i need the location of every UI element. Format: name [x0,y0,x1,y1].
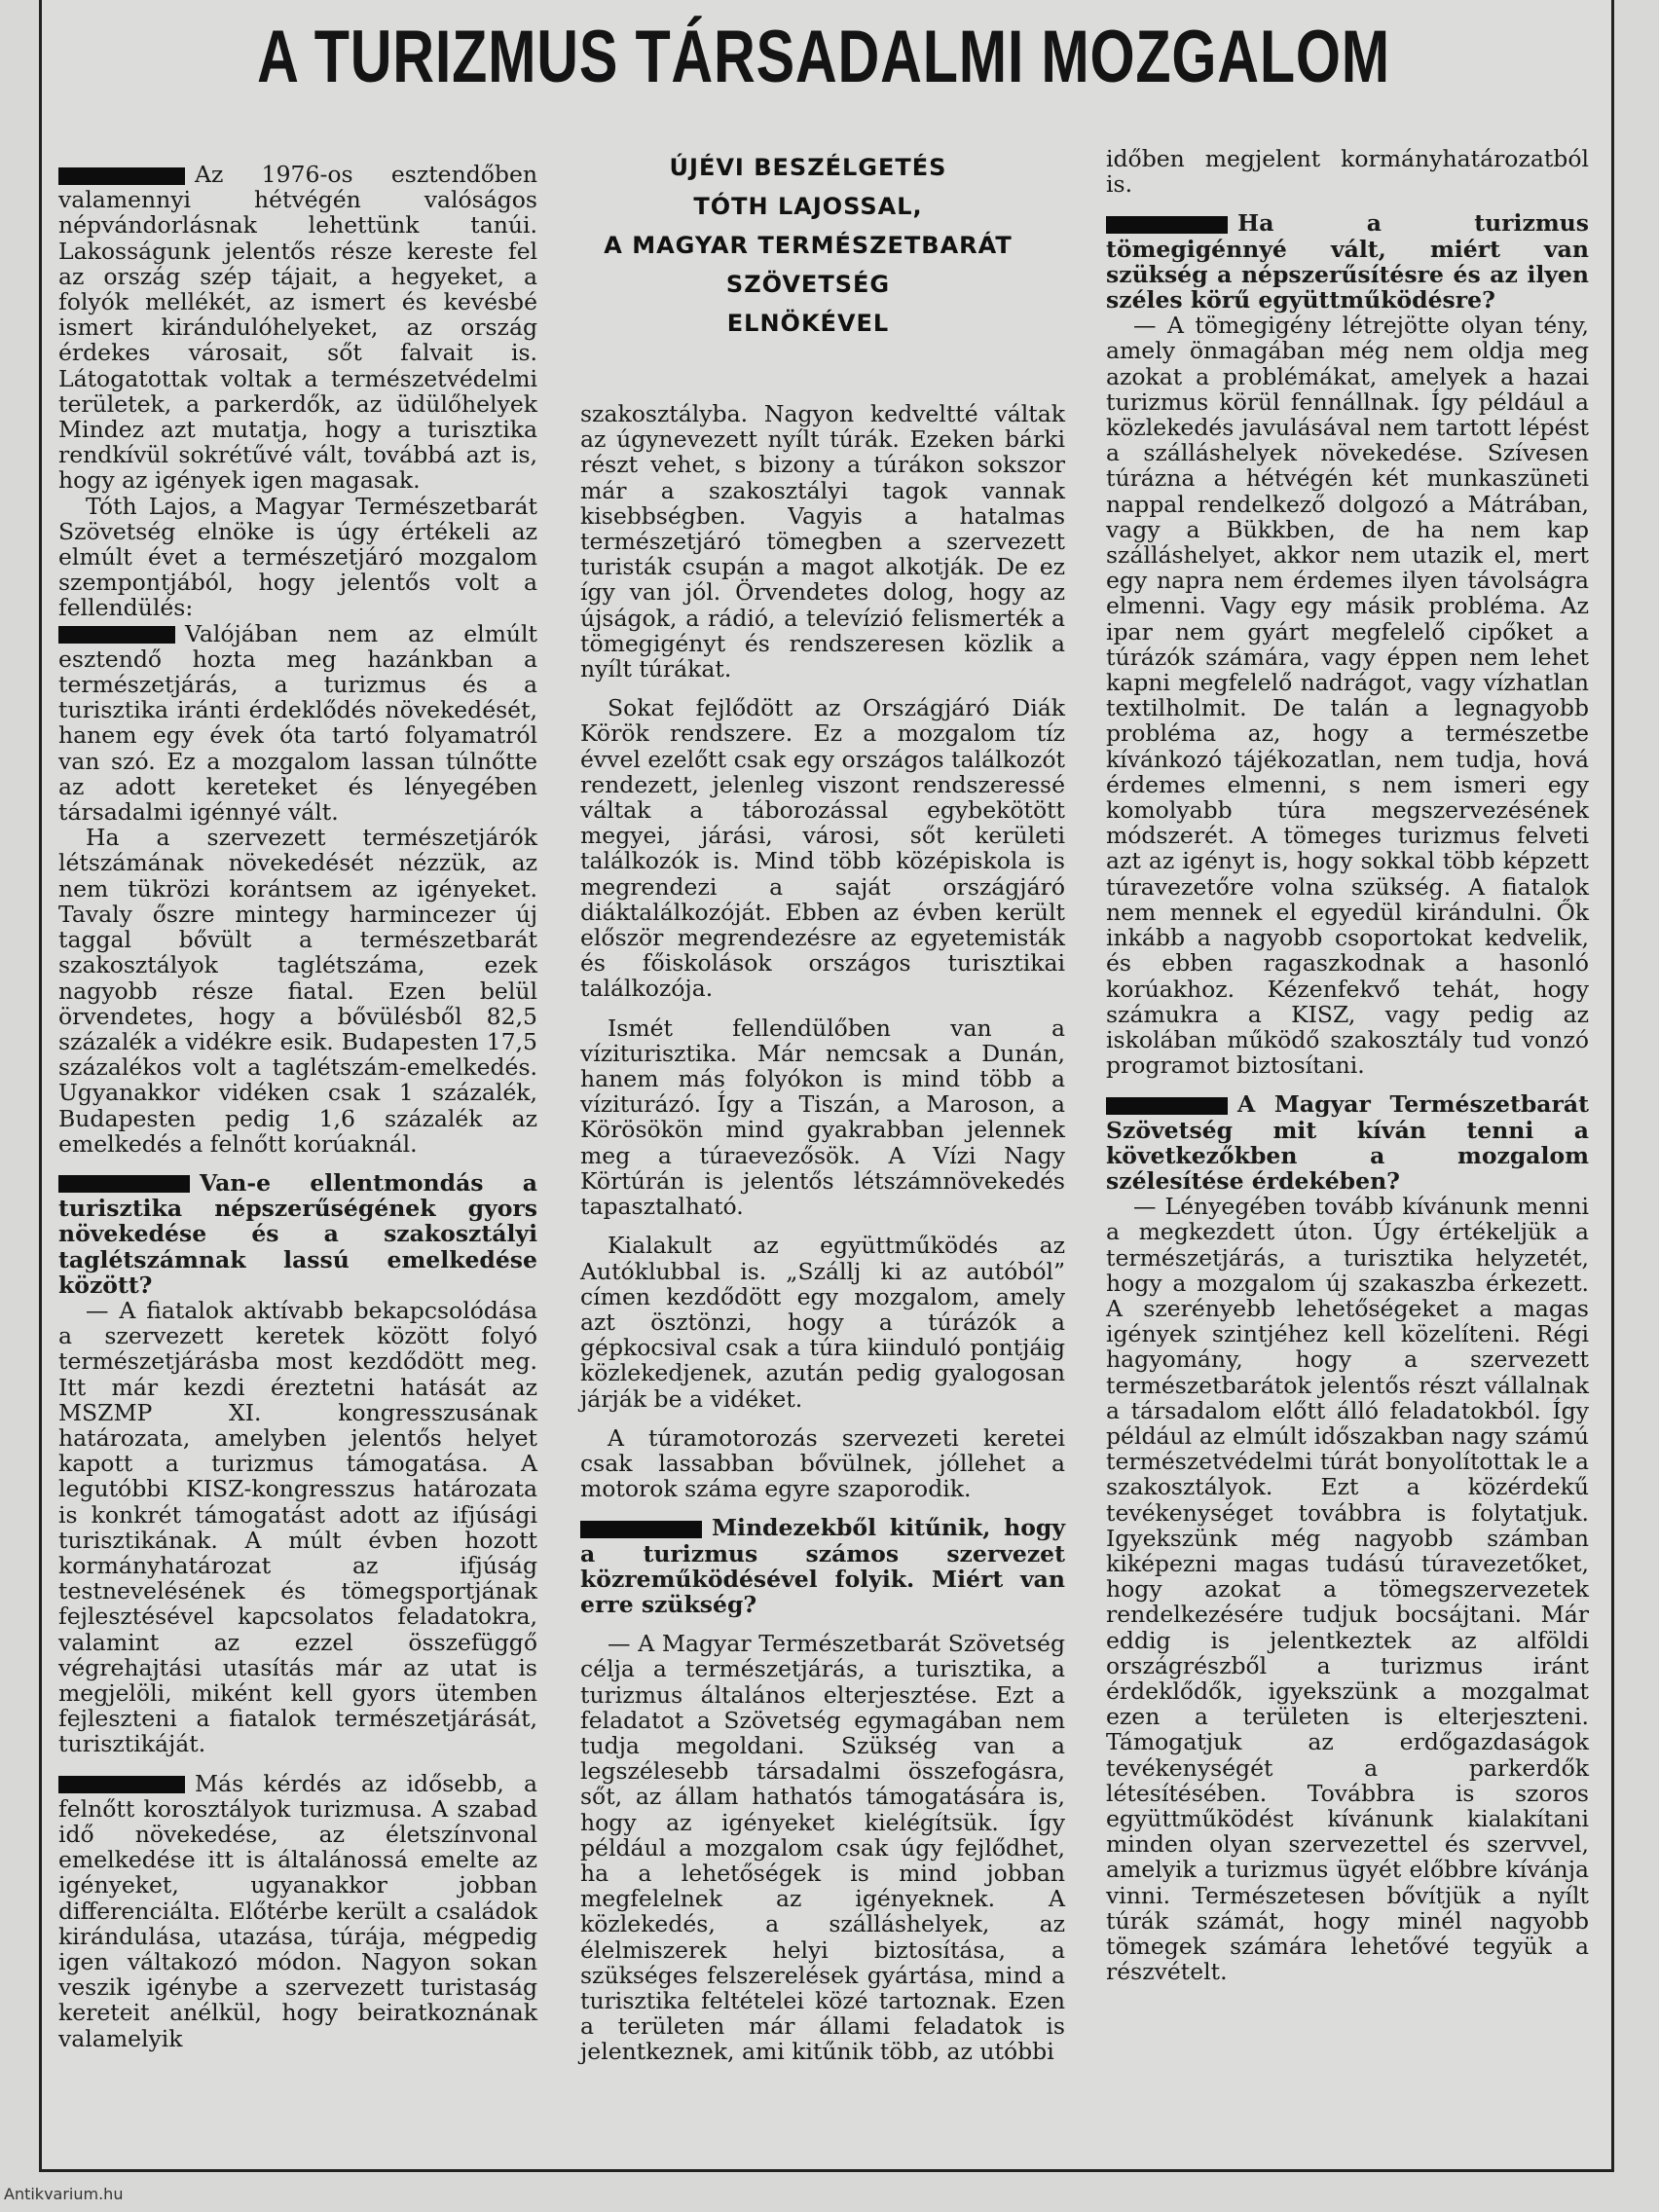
section-marker [58,167,185,185]
headline: A TURIZMUS TÁRSADALMI MOZGALOM [257,16,1390,98]
paragraph: Kialakult az együttműködés az Autóklubbal is. „Szállj ki az autóból” címen kezdődött egy mozgalom, amely azt ösztönzi, hogy a túrázók a gépkocsival csak a túra kiinduló pontjáig közlekedjenek, azután pedig gyalogosan járják be a vidéket. [580,1232,1065,1413]
paragraph: időben megjelent kormányhatározatból is. [1106,145,1589,199]
question [580,1515,1065,1617]
subtitle-line: A MAGYAR TERMÉSZETBARÁT [604,232,1013,259]
section-marker [580,1521,702,1538]
paragraph: — A fiatalok aktívabb bekapcsolódása a szervezett keretek között folyó természetjárásba most kezdődött meg. Itt már kezdi éreztetni hatását az MSZMP XI. kongresszusának határozata, amelyben jelentős helyet kapott a turizmus támogatása. A legutóbbi KISZ-kongresszus határozata is konkrét támogatást adott az ifjúsági turisztikának. A múlt évben hozott kormányhatározat az ifjúság testnevelésének és tömegsportjának fejlesztésével kapcsolatos feladatokra, valamint az ezzel összefüggő végrehajtási utasítás már az utat is megjelöli, miként kell gyors ütemben fejleszteni a fiatalok természetjárását, turisztikáját. [58,1296,537,1758]
paragraph-text: Az 1976-os esztendőben valamennyi hétvégén valóságos népvándorlásnak lehettünk tanúi. Lakosságunk jelentős része kereste fel az ország szép tájait, a hegyeket, a folyók mellékét, az ismert és kevésbé ismert kirándulóhelyeket, az ország érdekes városait, sőt falvait is. Látogatottak voltak a természetvédelmi területek, a parkerdők, az üdülőhelyek Mindez azt mutatja, hogy a turisztika rendkívül sokrétűvé vált, továbbá azt is, hogy az igények igen magasak. [58,161,537,495]
subtitle-line: SZÖVETSÉG [725,271,891,298]
column-1 [58,162,537,2051]
paragraph: A túramotorozás szervezeti keretei csak lassabban bővülnek, jóllehet a motorok száma egyre szaporodik. [580,1423,1065,1503]
section-marker [1106,1097,1228,1115]
paragraph: Sokat fejlődött az Országjáró Diák Körök rendszere. Ez a mozgalom tíz évvel ezelőtt csak egy országos találkozót rendezett, jelenleg viszont rendszeressé váltak a táborozással egybekötött megyei, járási, városi, sőt kerületi találkozók is. Mind több középiskola is megrendezi a saját országjáró diáktalálkozóját. Ebben az évben került először megrendezésre az egyetemisták és főiskolások országos turisztikai találkozója. [580,694,1065,1003]
paragraph: — A tömegigény létrejötte olyan tény, amely önmagában még nem oldja meg azokat a problémákat, amelyek a hazai turizmus körül fennállnak. Így például a közlekedés javulásával nem tartott lépést a szálláshelyek növekedése. Szívesen túrázna a hétvégén két munkaszüneti nappal rendelkező dolgozó a Mátrában, vagy a Bükkben, de ha nem kap szálláshelyet, akkor nem utazik el, mert egy napra nem érdemes ilyen távolságra elmenni. Vagy egy másik probléma. Az ipar nem gyárt megfelelő cipőket a túrázók számára, vagy éppen nem lehet kapni megfelelő nadrágot, vagy vízhatlan textilholmit. De talán a legnagyobb probléma az, hogy a természetbe kívánkozó tájékozatlan, nem tudja, hová érdemes elmenni, s nem ismeri egy komolyabb túra megszervezésének módszerét. A tömeges turizmus felveti azt az igényt is, hogy sokkal több képzett túravezetőre volna szükség. A fiatalok nem mennek el egyedül kirándulni. Ők inkább a nagyobb csoportokat kedvelik, és ebben ragaszkodnak a hasonló korúakhoz. Kézenfekvő tehát, hogy számukra a KISZ, vagy pedig az iskolában működő szakosztály tud vonzó programot biztosítani. [1106,312,1589,1080]
watermark: Antikvarium.hu [4,2185,124,2203]
paragraph: Tóth Lajos, a Magyar Természetbarát Szövetség elnöke is úgy értékeli az elmúlt évet a természetjáró mozgalom szempontjából, hogy jelentős volt a fellendülés: [58,492,537,622]
column-2 [580,401,1065,2065]
paragraph: szakosztályba. Nagyon kedveltté váltak az úgynevezett nyílt túrák. Ezeken bárki részt vehet, s bizony a túrákon sokszor már a szakosztályi tagok vannak kisebbségben. Vagyis a hatalmas természetjáró tömegben a szervezett turisták csupán a magot alkotják. De ez így van jól. Örvendetes dolog, hogy az újságok, a rádió, a televízió felismerték a tömegigényt és rendszeresen közlik a nyílt túrákat. [580,400,1065,683]
section-marker [58,1776,185,1793]
question [1106,1091,1589,1194]
paragraph: — A Magyar Természetbarát Szövetség célja a természetjárás, a turisztika, a turizmus általános elterjesztése. Ezt a feladatot a Szövetség egymagában nem tudja megoldani. Szükség van a legszélesebb társadalmi összefogásra, sőt, az állam hathatós támogatására is, hogy az igényeket kielégítsük. Így például a mozgalom csak úgy fejlődhet, ha a lehetőségek is mind jobban megfelelnek az igényeknek. A közlekedés, a szálláshelyek, az élelmiszerek helyi biztosítása, a szükséges felszerelések gyártása, mind a turisztika feltételei közé tartoznak. Ezen a területen már állami feladatok is jelentkeznek, ami kitűnik több, az utóbbi [580,1630,1065,2066]
question [58,1170,537,1298]
paragraph-text: Más kérdés az idősebb, a felnőtt korosztályok turizmusa. A szabad idő növekedése, az életszínvonal emelkedése itt is általánossá emelte az igényeket, ugyanakkor jobban differenciálta. Előtérbe került a családok kirándulása, utazása, túrája, mégpedig igen váltakozó módon. Nagyon sokan veszik igénybe a szervezett turistaság kereteit anélkül, hogy beiratkoznának valamelyik [58,1769,537,2052]
paragraph [58,1771,537,2051]
subtitle-line: ÚJÉVI BESZÉLGETÉS [669,154,947,181]
paragraph: — Lényegében tovább kívánunk menni a megkezdett úton. Úgy értékeljük a természetjárás, a turisztika helyzetét, hogy a mozgalom új szakaszba érkezett. A szerényebb lehetőségeket a magas igények szintjéhez kell közelíteni. Régi hagyomány, hogy a szervezett természetbarátok jelentős részt vállalnak a társadalom előtt álló feladatokból. Így például az elmúlt időszakban nagy számú természetvédelmi túrát bonyolítottak le a szakosztályok. Ezt a közérdekű tevékenységet továbbra is folytatjuk. Igyekszünk még nagyobb számban kiképezni magas tudású túravezetőket, hogy azokat a tömegszervezetek rendelkezésére tudjuk bocsájtani. Már eddig is jelentkeztek az alföldi országrészből a turizmus iránt érdeklődők, igyekszünk a mozgalmat ezen a területen is elterjeszteni. Támogatjuk az erdőgazdaságok tevékenységét a parkerdők létesítésében. Továbbra is szoros együttműködést kívánunk kialakítani minden olyan szervezettel és szervvel, amelyik a turizmus ügyét előbbre kívánja vinni. Természetesen bővítjük a nyílt túrák számát, hogy minél nagyobb tömegek számára lehetővé tegyük a részvételt. [1106,1193,1589,1986]
section-marker [58,626,175,644]
paragraph [58,621,537,826]
paragraph-text: Valójában nem az elmúlt esztendő hozta meg hazánkban a természetjárás, a turizmus és a turisztika iránti érdeklődés növekedését, hanem egy évek óta tartó folyamatról van szó. Ez a mozgalom lassan túlnőtte az adott kereteket és lényegében társadalmi igénnyé vált. [58,619,537,827]
question-text: Van-e ellentmondás a turisztika népszerűségének gyors növekedése és a szakosztályi taglétszámnak lassú emelkedése között? [58,1168,537,1299]
section-marker [58,1175,190,1193]
section-marker [1106,216,1228,234]
paragraph [58,162,537,494]
question-text: A Magyar Természetbarát Szövetség mit kíván tenni a következőkben a mozgalom szélesítése érdekében? [1106,1090,1589,1195]
paragraph: Ismét fellendülőben van a víziturisztika. Már nemcsak a Dunán, hanem más folyókon is mind több a víziturázó. Így a Tiszán, a Maroson, a Körösökön mind gyakrabban jelennek meg a túraevezősök. A Vízi Nagy Körtúrán is jelentős létszámnövekedés tapasztalható. [580,1014,1065,1221]
paragraph: Ha a szervezett természetjárók létszámának növekedését nézzük, az nem tükrözi korántsem az igényeket. Tavaly őszre mintegy harmincezer új taggal bővült a természetbarát szakosztályok taglétszáma, ezek nagyobb része fiatal. Ezen belül örvendetes, hogy a bővülésből 82,5 százalék a vidékre esik. Budapesten 17,5 százalékos volt a taglétszám-emelkedés. Ugyanakkor vidéken csak 1 százalék, Budapesten pedig 1,6 százalék az emelkedés a felnőtt korúaknál. [58,824,537,1158]
question-text: Ha a turizmus tömegigénnyé vált, miért van szükség a népszerűsítésre és az ilyen széles körű együttműködésre? [1106,209,1589,314]
subtitle-line: TÓTH LAJOSSAL, [693,193,923,220]
question-text: Mindezekből kitűnik, hogy a turizmus számos szervezet közreműködésével folyik. Miért van erre szükség? [580,1514,1065,1618]
subtitle-line: ELNÖKÉVEL [726,310,890,337]
question [1106,210,1589,313]
column-3 [1106,146,1589,1984]
subtitle-block [584,148,1032,343]
